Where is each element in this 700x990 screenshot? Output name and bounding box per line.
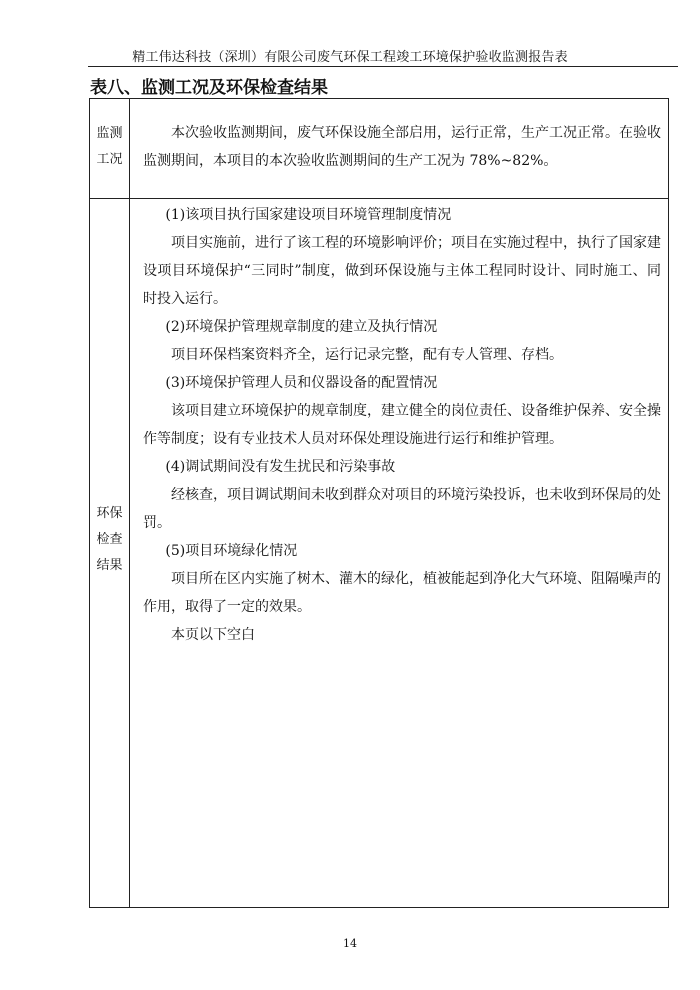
label-line: 环保: [96, 506, 123, 521]
item-heading: (5)项目环境绿化情况: [165, 543, 298, 559]
results-table: [89, 98, 669, 908]
table-row-divider: [90, 198, 668, 199]
item-heading: (4)调试期间没有发生扰民和污染事故: [165, 459, 396, 475]
header-rule: [88, 66, 678, 67]
label-line: 检查: [96, 532, 123, 547]
label-line: 监测: [96, 126, 123, 141]
inspection-results-cell: [143, 201, 661, 649]
item-heading: (1)该项目执行国家建设项目环境管理制度情况: [165, 207, 452, 223]
row-label-inspection-results: [90, 501, 129, 579]
monitoring-conditions-text: 本次验收监测期间，废气环保设施全部启用，运行正常，生产工况正常。在验收监测期间，本项目的本次验收监测期间的生产工况为 78%~82%。: [143, 125, 661, 169]
page-number: 14: [343, 937, 357, 950]
label-line: 结果: [96, 558, 123, 573]
item-body: 经核查，项目调试期间未收到群众对项目的环境污染投诉，也未收到环保局的处罚。: [143, 487, 661, 531]
label-line: 工况: [96, 152, 123, 167]
section-title: 表八、监测工况及环保检查结果: [90, 78, 328, 98]
item-heading: (2)环境保护管理规章制度的建立及执行情况: [165, 319, 438, 335]
closing-note: 本页以下空白: [171, 627, 255, 643]
item-body: 项目所在区内实施了树木、灌木的绿化，植被能起到净化大气环境、阻隔噪声的作用，取得了一定的效果。: [143, 571, 661, 615]
item-body: 该项目建立环境保护的规章制度，建立健全的岗位责任、设备维护保养、安全操作等制度；设有专业技术人员对环保处理设施进行运行和维护管理。: [143, 403, 661, 447]
item-body: 项目环保档案资料齐全，运行记录完整，配有专人管理、存档。: [171, 347, 563, 363]
monitoring-conditions-cell: [143, 119, 661, 175]
item-body: 项目实施前，进行了该工程的环境影响评价；项目在实施过程中，执行了国家建设项目环境保护“三同时”制度，做到环保设施与主体工程同时设计、同时施工、同时投入运行。: [143, 235, 661, 307]
report-header: 精工伟达科技（深圳）有限公司废气环保工程竣工环境保护验收监测报告表: [132, 50, 568, 65]
row-label-monitoring-conditions: [90, 121, 129, 173]
item-heading: (3)环境保护管理人员和仪器设备的配置情况: [165, 375, 438, 391]
table-column-divider: [129, 99, 130, 907]
